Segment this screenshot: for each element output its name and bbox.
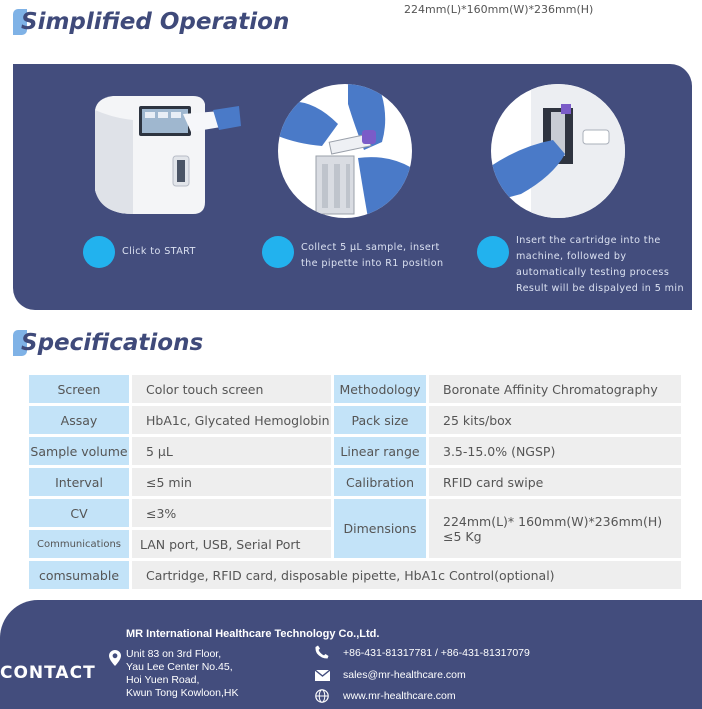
website-link[interactable]: www.mr-healthcare.com bbox=[343, 690, 456, 702]
table-row bbox=[29, 561, 681, 589]
spec-label: Pack size bbox=[334, 406, 426, 434]
step-3-line-2: machine, followed by bbox=[516, 251, 627, 262]
spec-value: ≤3% bbox=[132, 499, 331, 527]
specifications-table bbox=[26, 372, 684, 592]
spec-value: 5 µL bbox=[132, 437, 331, 465]
spec-label: comsumable bbox=[29, 561, 129, 589]
insert-cartridge-image bbox=[491, 84, 625, 218]
spec-label: Screen bbox=[29, 375, 129, 403]
analyzer-device-image bbox=[83, 90, 243, 220]
step-3-line-1: Insert the cartridge into the bbox=[516, 235, 661, 246]
spec-label: Calibration bbox=[334, 468, 426, 496]
table-row bbox=[29, 406, 681, 434]
pipette-sample-image bbox=[278, 84, 412, 218]
step-3-dot bbox=[477, 236, 509, 268]
email-link[interactable]: sales@mr-healthcare.com bbox=[343, 669, 466, 681]
spec-label: Assay bbox=[29, 406, 129, 434]
spec-value-dimensions bbox=[429, 499, 681, 558]
phone-icon bbox=[315, 645, 329, 659]
table-row bbox=[29, 437, 681, 465]
table-row bbox=[29, 499, 681, 527]
spec-value: 3.5-15.0% (NGSP) bbox=[429, 437, 681, 465]
spec-label: Sample volume bbox=[29, 437, 129, 465]
dimensions-size: 224mm(L)* 160mm(W)*236mm(H) bbox=[443, 513, 663, 529]
spec-value: RFID card swipe bbox=[429, 468, 681, 496]
operation-panel bbox=[13, 64, 692, 310]
spec-value: Boronate Affinity Chromatography bbox=[429, 375, 681, 403]
step-3-line-3: automatically testing process bbox=[516, 267, 670, 278]
company-address bbox=[126, 648, 238, 700]
specifications-title: Specifications bbox=[21, 330, 204, 356]
address-line: Yau Lee Center No.45, bbox=[126, 661, 233, 673]
step-3-line-4: Result will be dispalyed in 5 min bbox=[516, 283, 684, 294]
step-1-text bbox=[122, 244, 196, 260]
step-1-line: Click to START bbox=[122, 246, 196, 257]
spec-label: CV bbox=[29, 499, 129, 527]
step-1-dot bbox=[83, 236, 115, 268]
address-line: Hoi Yuen Road, bbox=[126, 674, 200, 686]
step-2-line-2: the pipette into R1 position bbox=[301, 258, 444, 269]
spec-label: Linear range bbox=[334, 437, 426, 465]
globe-icon bbox=[315, 689, 329, 703]
step-2-dot bbox=[262, 236, 294, 268]
table-row bbox=[29, 468, 681, 496]
spec-value: LAN port, USB, Serial Port bbox=[132, 530, 331, 558]
phone-numbers[interactable]: +86-431-81317781 / +86-431-81317079 bbox=[343, 647, 530, 659]
step-2-line-1: Collect 5 µL sample, insert bbox=[301, 242, 440, 253]
company-name: MR International Healthcare Technology Co.,Ltd. bbox=[126, 628, 380, 640]
dimensions-note: 224mm(L)*160mm(W)*236mm(H) bbox=[404, 3, 594, 16]
contact-footer bbox=[0, 600, 702, 709]
step-2-text bbox=[301, 240, 443, 272]
spec-label: Interval bbox=[29, 468, 129, 496]
table-row bbox=[29, 375, 681, 403]
spec-value: HbA1c, Glycated Hemoglobin bbox=[132, 406, 331, 434]
spec-label: Methodology bbox=[334, 375, 426, 403]
step-3-text bbox=[516, 233, 684, 297]
section-title-specifications bbox=[13, 330, 203, 356]
address-line: Unit 83 on 3rd Floor, bbox=[126, 648, 222, 660]
contact-heading: CONTACT bbox=[0, 663, 96, 683]
location-pin-icon bbox=[109, 650, 121, 666]
spec-value: 25 kits/box bbox=[429, 406, 681, 434]
address-line: Kwun Tong Kowloon,HK bbox=[126, 687, 239, 699]
spec-label: Communications bbox=[29, 530, 129, 558]
dimensions-weight: ≤5 Kg bbox=[443, 528, 482, 544]
email-icon bbox=[315, 670, 330, 681]
spec-value: ≤5 min bbox=[132, 468, 331, 496]
operation-title: Simplified Operation bbox=[21, 9, 290, 35]
spec-label: Dimensions bbox=[334, 499, 426, 558]
spec-value: Cartridge, RFID card, disposable pipette, HbA1c Control(optional) bbox=[132, 561, 681, 589]
section-title-operation bbox=[13, 9, 289, 35]
spec-value: Color touch screen bbox=[132, 375, 331, 403]
